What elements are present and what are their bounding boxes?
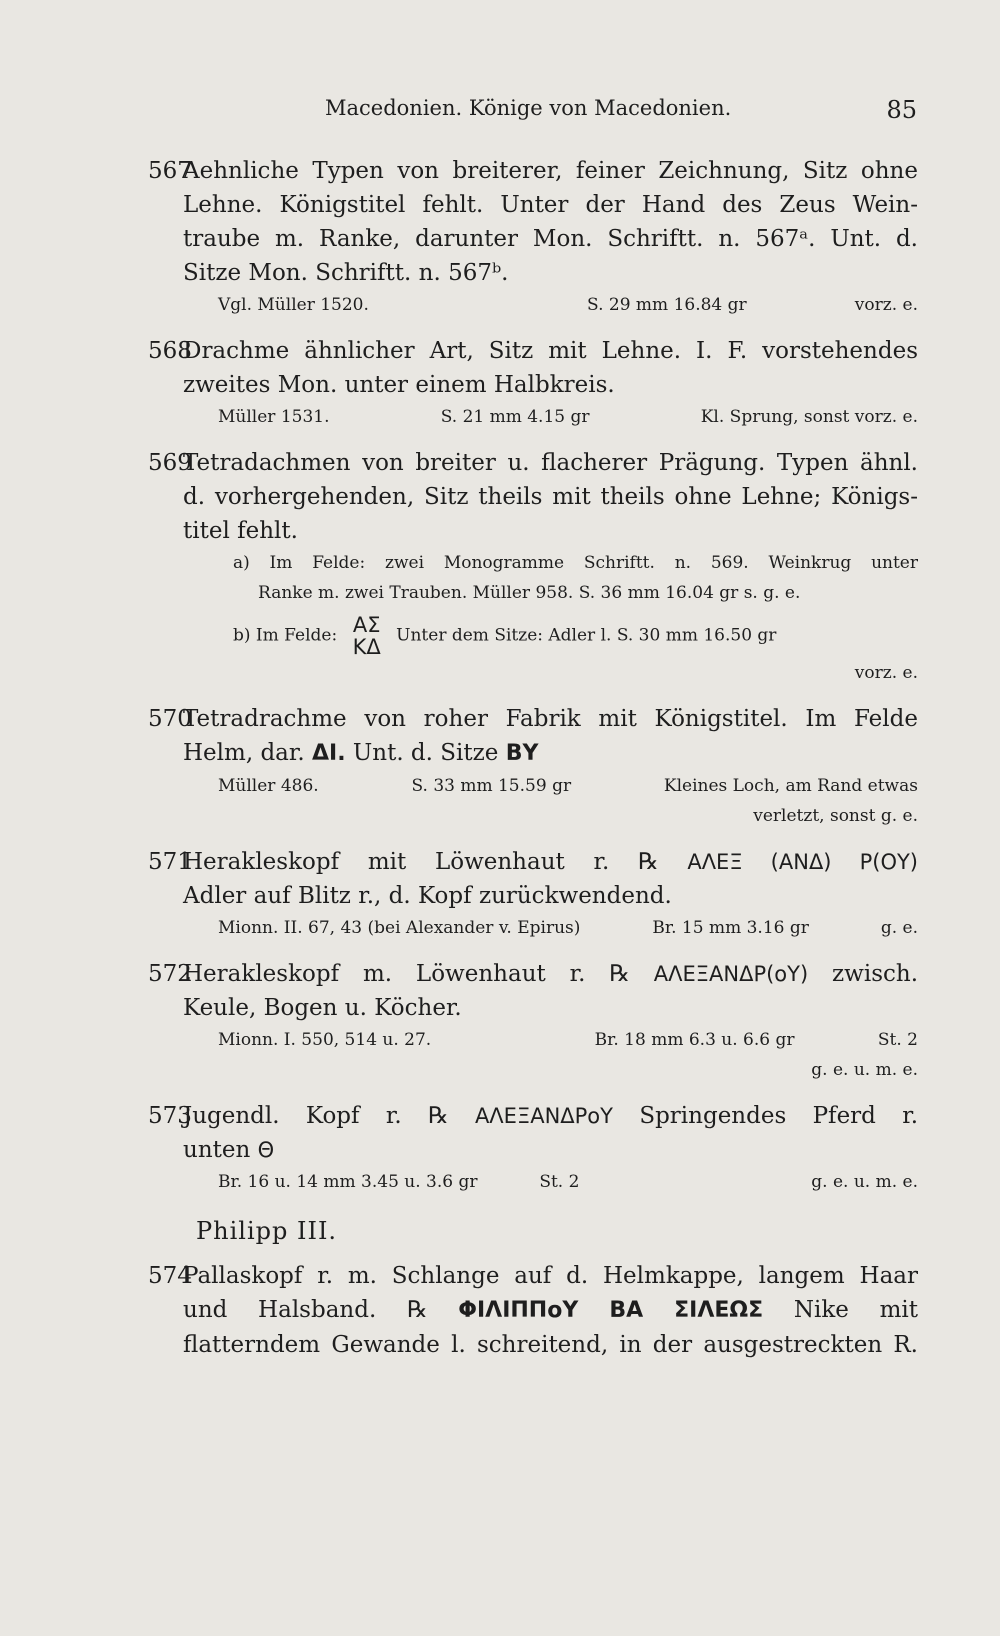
entry-number: 571 bbox=[148, 849, 192, 875]
stamp-grade: St. 2 bbox=[877, 1030, 918, 1050]
entry-text-line bbox=[183, 1099, 918, 1133]
entry-number: 570 bbox=[148, 706, 192, 732]
reference: Mionn. II. 67, 43 (bei Alexander v. Epirus) bbox=[218, 918, 581, 938]
entry-details bbox=[183, 290, 918, 320]
text-segment: Nike mit bbox=[793, 1297, 918, 1323]
greek-legend: ΑΛΕΞ (ΑΝΔ) Ρ(ΟΥ) bbox=[687, 850, 918, 874]
text-segment: Unt. d. Sitze bbox=[352, 740, 499, 766]
catalog-content bbox=[148, 154, 918, 1376]
condition: vorz. e. bbox=[854, 295, 918, 315]
size-weight: Br. 18 mm 6.3 u. 6.6 gr bbox=[594, 1030, 795, 1050]
entry-573 bbox=[148, 1099, 918, 1197]
size-weight: S. 29 mm 16.84 gr bbox=[587, 295, 747, 315]
stamp-grade: St. 2 bbox=[539, 1172, 580, 1192]
condition: vorz. e. bbox=[854, 663, 918, 683]
condition: verletzt, sonst g. e. bbox=[753, 806, 918, 826]
size-weight: Br. 15 mm 3.16 gr bbox=[652, 918, 809, 938]
greek-legend: ΑΛΕΞΑΝΔΡ(οΥ) bbox=[653, 962, 809, 986]
variant-a-line: a) Im Felde: zwei Monogramme Schriftt. n. 569. Weinkrug unter bbox=[233, 553, 918, 573]
entry-574 bbox=[148, 1259, 918, 1362]
entry-text-line bbox=[183, 1293, 918, 1328]
reverse-symbol: ℞ bbox=[427, 1103, 449, 1129]
reference: Müller 486. bbox=[218, 776, 319, 796]
entry-text-line bbox=[183, 736, 918, 771]
entry-number: 574 bbox=[148, 1263, 192, 1289]
entry-text-line: Tetradrachme von roher Fabrik mit Königstitel. Im Felde bbox=[183, 706, 918, 732]
entry-569 bbox=[148, 446, 918, 688]
greek-legend: ΔΙ. bbox=[311, 741, 346, 766]
entry-text-line: Adler auf Blitz r., d. Kopf zurückwendend. bbox=[183, 883, 672, 909]
entry-details bbox=[183, 1025, 918, 1055]
entry-571 bbox=[148, 845, 918, 943]
entry-568 bbox=[148, 334, 918, 432]
entry-text-line: traube m. Ranke, darunter Mon. Schriftt. n. 567ᵃ. Unt. d. bbox=[183, 226, 918, 252]
entry-text-line bbox=[183, 957, 918, 991]
header-title: Macedonien. Könige von Macedonien. bbox=[325, 96, 732, 120]
text-segment: Jugendl. Kopf r. bbox=[183, 1103, 402, 1129]
reverse-symbol: ℞ bbox=[637, 849, 659, 875]
entry-number: 568 bbox=[148, 338, 192, 364]
entry-text-line: d. vorhergehenden, Sitz theils mit theils ohne Lehne; Königs- bbox=[183, 484, 918, 510]
greek-symbol: Θ bbox=[257, 1138, 275, 1162]
entry-text-line: titel fehlt. bbox=[183, 518, 298, 544]
reference: Vgl. Müller 1520. bbox=[218, 295, 369, 315]
reference: Müller 1531. bbox=[218, 407, 330, 427]
entry-text-line: zweites Mon. unter einem Halbkreis. bbox=[183, 372, 615, 398]
entry-567 bbox=[148, 154, 918, 320]
entry-details bbox=[183, 771, 918, 801]
entry-text-line: Keule, Bogen u. Köcher. bbox=[183, 995, 462, 1021]
entry-details bbox=[183, 913, 918, 943]
text-segment: Herakleskopf m. Löwenhaut r. bbox=[183, 961, 586, 987]
monogram-bottom: ΚΔ bbox=[352, 635, 381, 659]
entry-text-line bbox=[183, 845, 918, 879]
text-segment: Herakleskopf mit Löwenhaut r. bbox=[183, 849, 610, 875]
variant-a-line: Ranke m. zwei Trauben. Müller 958. S. 36 mm 16.04 gr s. g. e. bbox=[258, 583, 801, 603]
condition: Kleines Loch, am Rand etwas bbox=[663, 776, 918, 796]
monogram bbox=[353, 614, 381, 658]
entry-570 bbox=[148, 702, 918, 831]
entry-details bbox=[183, 402, 918, 432]
entry-number: 572 bbox=[148, 961, 192, 987]
text-segment: unten bbox=[183, 1137, 251, 1163]
text-segment: Springendes Pferd r. bbox=[639, 1103, 919, 1129]
entry-text-line: Sitze Mon. Schriftt. n. 567ᵇ. bbox=[183, 260, 509, 286]
condition: g. e. u. m. e. bbox=[811, 1060, 918, 1080]
entry-number: 573 bbox=[148, 1103, 192, 1129]
condition: g. e. u. m. e. bbox=[811, 1172, 918, 1192]
entry-text-line: Drachme ähnlicher Art, Sitz mit Lehne. I. F. vorstehendes bbox=[183, 338, 918, 364]
page-number: 85 bbox=[886, 96, 917, 124]
text-segment: zwisch. bbox=[832, 961, 919, 987]
entry-text-line: Aehnliche Typen von breiterer, feiner Zeichnung, Sitz ohne bbox=[183, 158, 918, 184]
condition: g. e. bbox=[880, 918, 918, 938]
reverse-symbol: ℞ bbox=[406, 1297, 428, 1323]
entry-text-line: Pallaskopf r. m. Schlange auf d. Helmkappe, langem Haar bbox=[183, 1263, 918, 1289]
reverse-symbol: ℞ bbox=[609, 961, 630, 987]
text-segment: Helm, dar. bbox=[183, 740, 305, 766]
entry-text-line: Lehne. Königstitel fehlt. Unter der Hand des Zeus Wein- bbox=[183, 192, 918, 218]
greek-legend: ΒΥ bbox=[505, 741, 539, 766]
reference: Mionn. I. 550, 514 u. 27. bbox=[218, 1030, 432, 1050]
entry-number: 567 bbox=[148, 158, 192, 184]
entry-number: 569 bbox=[148, 450, 192, 476]
section-heading: Philipp III. bbox=[196, 1217, 338, 1245]
text-segment: und Halsband. bbox=[183, 1297, 377, 1323]
size-weight: S. 33 mm 15.59 gr bbox=[411, 776, 572, 796]
variant-b-prefix: b) Im Felde: bbox=[233, 625, 338, 646]
entry-text-line: Tetradachmen von breiter u. flacherer Prägung. Typen ähnl. bbox=[183, 450, 918, 476]
monogram-top: ΑΣ bbox=[352, 613, 381, 637]
entry-text-line bbox=[183, 1133, 918, 1167]
variant-b-line bbox=[233, 614, 918, 658]
entry-572 bbox=[148, 957, 918, 1085]
condition: Kl. Sprung, sonst vorz. e. bbox=[700, 407, 918, 427]
entry-details bbox=[183, 1167, 918, 1197]
variant-b-text: Unter dem Sitze: Adler l. S. 30 mm 16.50 gr bbox=[396, 625, 777, 646]
greek-legend: ΑΛΕΞΑΝΔΡοΥ bbox=[474, 1104, 613, 1128]
size-weight: S. 21 mm 4.15 gr bbox=[440, 407, 590, 427]
size-weight: Br. 16 u. 14 mm 3.45 u. 3.6 gr bbox=[218, 1172, 478, 1192]
greek-legend: ΦΙΛΙΠΠοΥ ΒΑ ΣΙΛΕΩΣ bbox=[458, 1298, 764, 1323]
entry-text-line: flatterndem Gewande l. schreitend, in der ausgestreckten R. bbox=[183, 1332, 918, 1358]
